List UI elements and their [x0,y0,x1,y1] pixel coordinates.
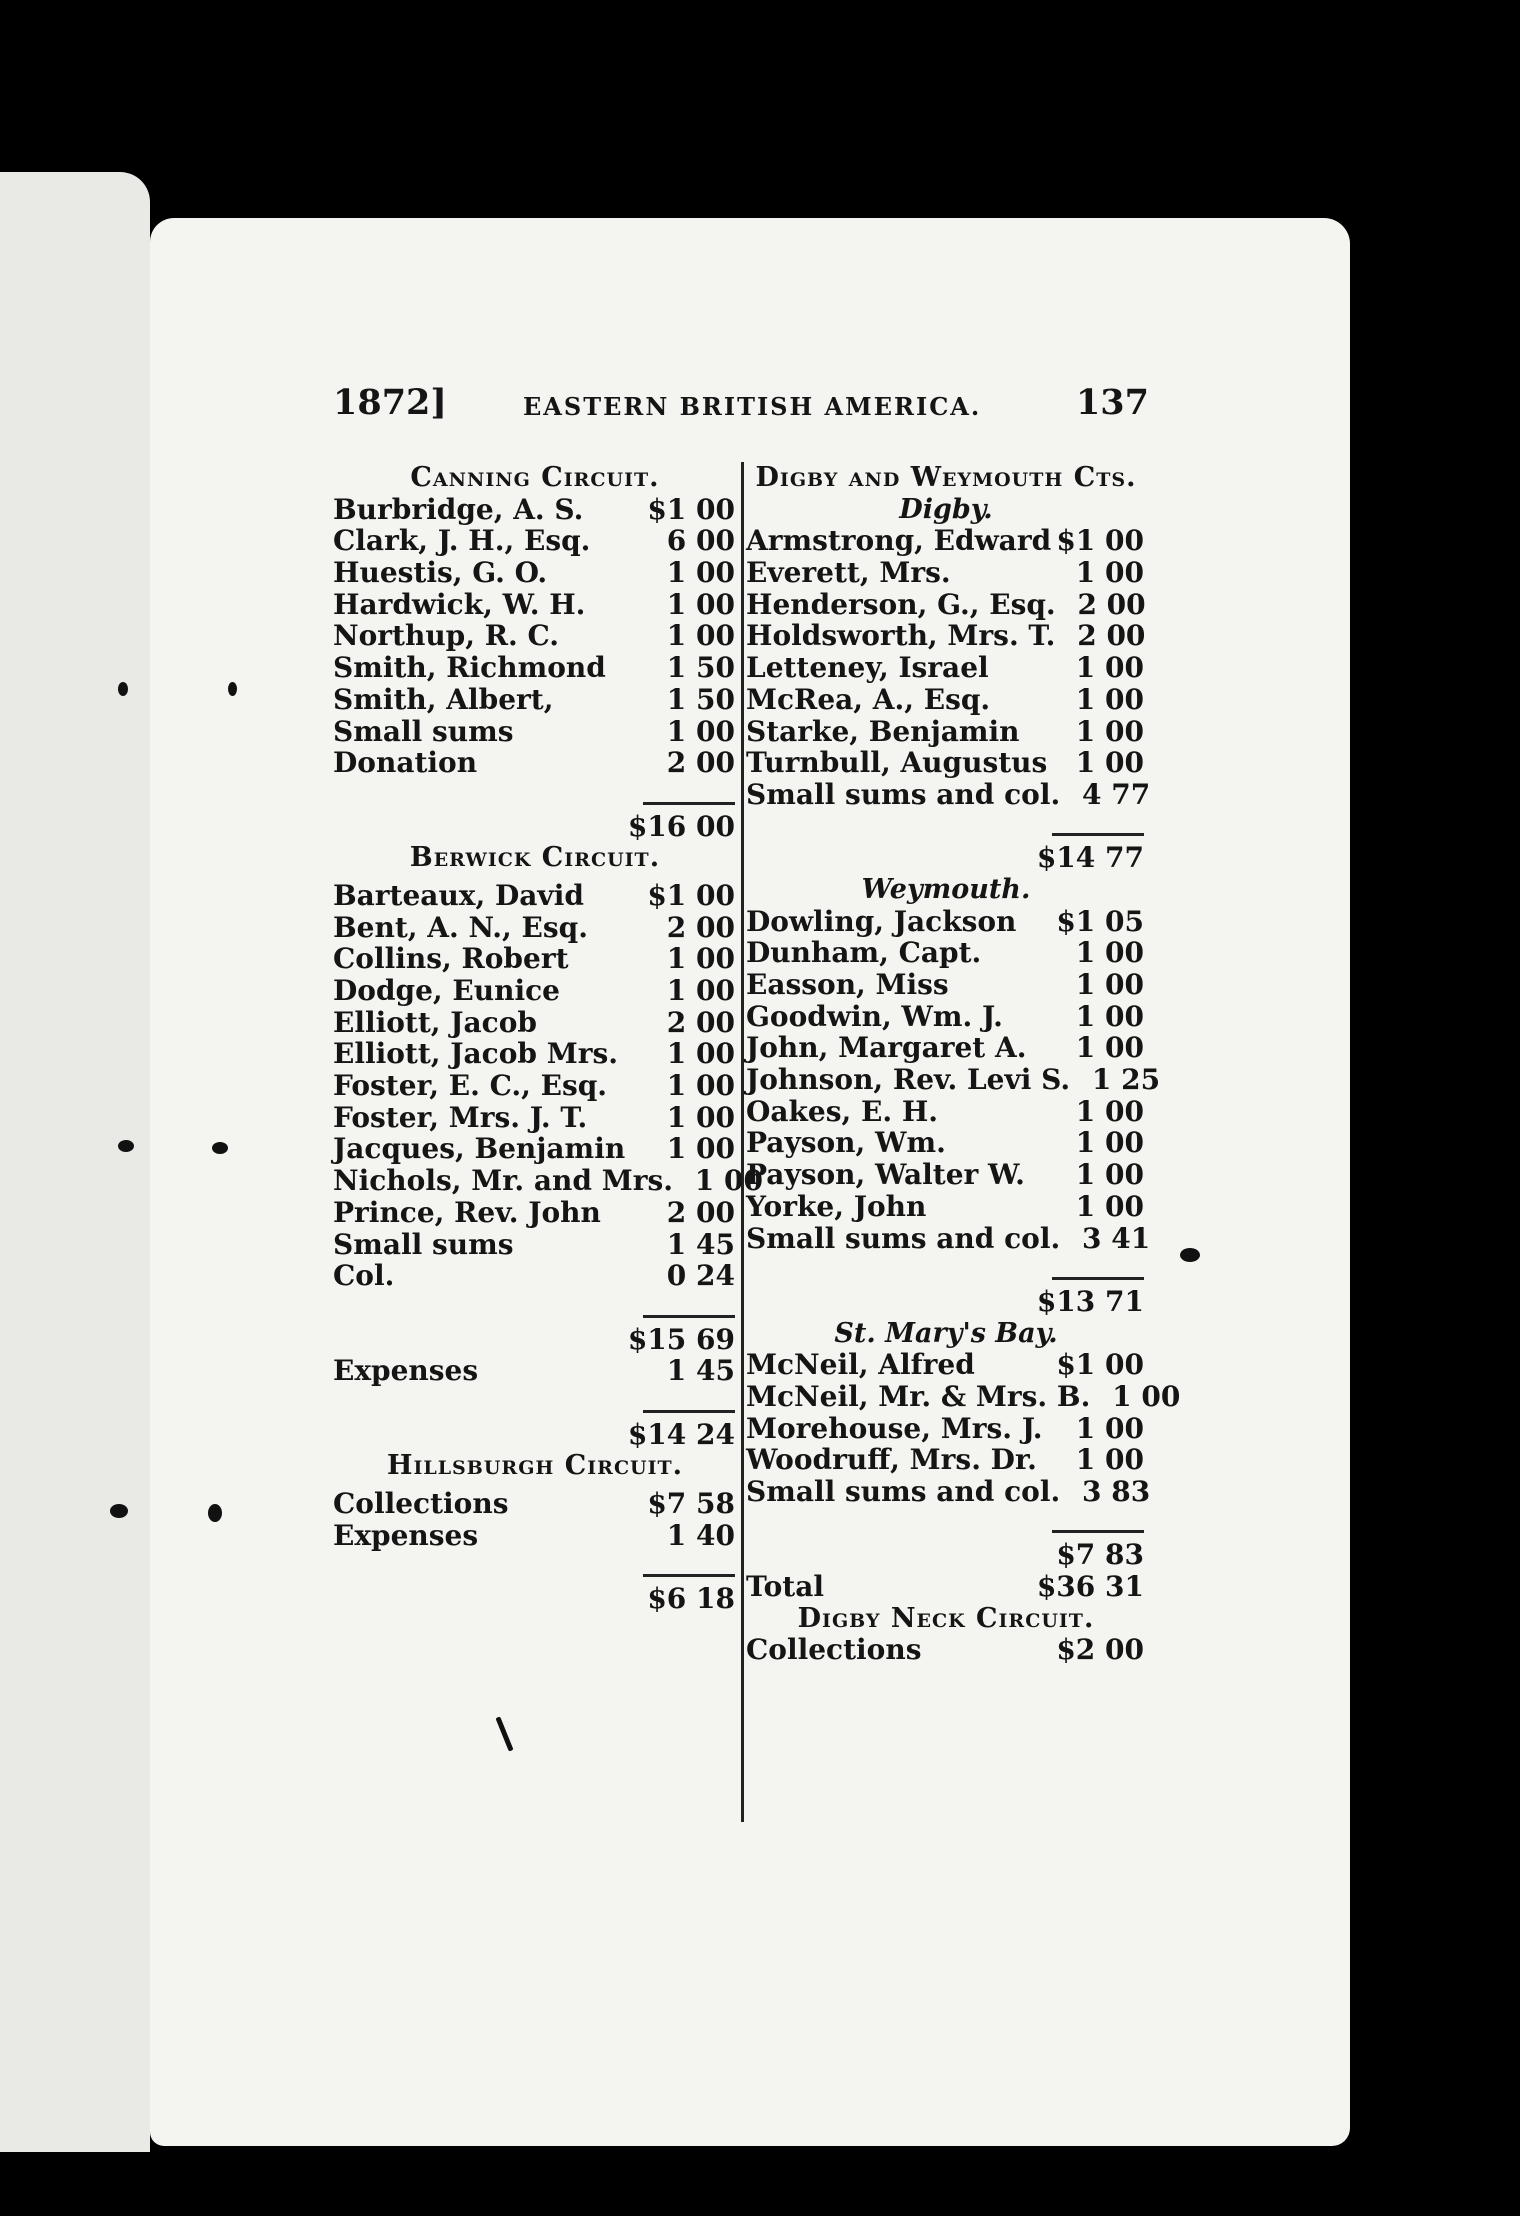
digby-list [746,524,1151,811]
donor-name: John, Margaret A. [746,1031,1027,1065]
donation-amount: 4 77 [1082,777,1151,811]
list-item [333,589,737,621]
donation-amount: 1 00 [1075,936,1144,970]
donor-name: Johnson, Rev. Levi S. [746,1063,1071,1097]
list-item [746,1159,1146,1191]
list-item [333,1007,737,1039]
ink-speck [118,682,128,696]
donation-amount: 1 00 [1075,968,1144,1001]
list-item [333,1070,737,1102]
list-item [333,1488,737,1520]
header-title: EASTERN BRITISH AMERICA. [523,392,982,421]
donation-amount: 1 00 [1075,1158,1144,1192]
sum-rule-row [746,1508,1146,1540]
donation-amount: 2 00 [666,1195,735,1229]
page-number: 137 [1075,382,1149,423]
donation-amount: $1 00 [647,492,735,526]
donor-name: Collections [333,1487,509,1520]
weymouth-list [746,904,1161,1255]
list-item [333,912,737,944]
donation-amount: $1 05 [1056,904,1144,938]
right-column [746,462,1181,1667]
list-item [746,1221,1151,1255]
donation-amount: 1 00 [1075,1031,1144,1065]
weymouth-total-row [746,1286,1146,1318]
list-item [333,1260,737,1292]
column-divider [741,462,744,1822]
list-item [333,1520,737,1552]
list-item [333,652,737,684]
list-item [333,494,737,526]
donation-amount: 1 40 [666,1518,735,1552]
donation-amount: 1 00 [1075,556,1144,590]
running-header [333,382,1149,434]
donation-amount: 1 45 [666,1227,735,1261]
donor-name: Elliott, Jacob [333,1005,537,1039]
sum-rule [643,802,735,805]
list-item [333,1102,737,1134]
st-marys-bay-total-row [746,1539,1146,1571]
donation-amount: 1 50 [666,682,735,716]
list-item [746,652,1146,684]
weymouth-total: $13 71 [1036,1284,1144,1318]
list-item [333,975,737,1007]
donation-amount: 1 00 [666,1069,735,1103]
list-item [333,716,737,748]
section-title-digby-weymouth: Digby and Weymouth Cts. [755,462,1137,493]
berwick-subtotal: $15 69 [627,1322,735,1356]
list-item [746,1379,1181,1413]
list-item [746,525,1146,557]
list-item [333,747,737,779]
sum-rule-row [333,779,737,811]
list-item [333,557,737,589]
donor-name: Hardwick, W. H. [333,587,586,621]
list-item [746,684,1146,716]
donor-name: Dowling, Jackson [746,904,1017,938]
donation-amount: 1 00 [1075,1411,1144,1445]
hillsburgh-total-row [333,1583,737,1615]
list-item [746,716,1146,748]
list-item [746,1096,1146,1128]
donation-amount: 1 00 [1075,651,1144,685]
list-item [746,589,1146,621]
donor-name: Collins, Robert [333,942,569,976]
canning-total-row [333,811,737,843]
donor-name: Small sums and col. [746,777,1061,811]
donation-amount: $7 58 [647,1487,735,1520]
hillsburgh-total: $6 18 [647,1582,735,1616]
donor-name: Donation [333,746,478,780]
ink-speck [118,1140,134,1152]
list-item [333,880,737,912]
donation-amount: 2 00 [666,746,735,780]
donation-amount: 1 25 [1091,1063,1161,1097]
donation-amount: $1 00 [1056,524,1144,558]
list-item [333,525,737,557]
subtitle-st-marys-bay: St. Mary's Bay. [834,1317,1058,1349]
sum-rule-row [333,1551,737,1583]
section-title-hillsburgh: Hillsburgh Circuit. [386,1450,684,1482]
list-item [333,1133,737,1165]
donor-name: Holdsworth, Mrs. T. [746,619,1056,653]
donation-amount: 1 00 [1075,682,1144,716]
donor-name: Small sums and col. [746,1221,1061,1255]
donor-name: McRea, A., Esq. [746,682,991,716]
donor-name: Yorke, John [746,1189,927,1223]
section-title-canning: Canning Circuit. [410,462,660,493]
donation-amount: 1 00 [666,587,735,621]
donor-name: Small sums [333,1227,514,1261]
grand-total-row [746,1571,1146,1603]
list-item [746,1127,1146,1159]
berwick-expenses-row [333,1355,737,1387]
donor-name: Payson, Walter W. [746,1158,1025,1192]
donation-amount: 1 00 [666,942,735,976]
ink-speck [208,1504,222,1522]
donor-name: Turnbull, Augustus [746,746,1048,780]
berwick-expenses: 1 45 [666,1354,735,1388]
list-item [746,557,1146,589]
donor-name: Col. [333,1259,395,1293]
ink-speck [110,1504,128,1518]
list-item [746,777,1151,811]
donor-name: McNeil, Mr. & Mrs. B. [746,1379,1091,1413]
digby-total-row [746,842,1146,874]
list-item [333,1038,737,1070]
donor-name: Foster, Mrs. J. T. [333,1100,588,1134]
ink-speck [1180,1248,1200,1262]
donor-name: Woodruff, Mrs. Dr. [746,1443,1037,1477]
donor-name: Small sums [333,714,514,748]
donation-amount: 6 00 [666,524,735,558]
donor-name: Foster, E. C., Esq. [333,1069,608,1103]
donation-amount: 1 00 [1075,1094,1144,1128]
sum-rule-row [333,1292,737,1324]
list-item [746,747,1146,779]
donation-amount: 1 00 [694,1164,763,1198]
sum-rule-row [746,811,1146,843]
list-item [746,1349,1146,1381]
hillsburgh-list [333,1488,737,1551]
donor-name: Starke, Benjamin [746,714,1020,748]
sum-rule [643,1574,735,1577]
list-item [333,943,737,975]
sum-rule-row [746,1254,1146,1286]
donor-name: Barteaux, David [333,878,584,912]
donor-name: Nichols, Mr. and Mrs. [333,1164,673,1198]
list-item [746,1001,1146,1033]
list-item [746,1634,1146,1666]
st-marys-bay-total: $7 83 [1056,1538,1144,1572]
sum-rule-row [333,1387,737,1419]
donor-name: Burbridge, A. S. [333,492,584,526]
list-item [746,937,1146,969]
list-item [746,1191,1146,1223]
donation-amount: $2 00 [1056,1633,1144,1667]
berwick-subtotal-row [333,1324,737,1356]
donation-amount: 1 00 [666,1132,735,1166]
donation-amount: 1 00 [1075,1126,1144,1160]
donor-name: Morehouse, Mrs. J. [746,1411,1043,1445]
donation-amount: $1 00 [647,878,735,912]
donor-name: Clark, J. H., Esq. [333,524,591,558]
list-item [746,906,1146,938]
underlying-page-edge [0,172,150,2152]
donor-name: Smith, Richmond [333,651,606,685]
donation-amount: 3 41 [1082,1221,1151,1255]
donation-amount: 1 00 [666,1100,735,1134]
donor-name: Prince, Rev. John [333,1195,601,1229]
donation-amount: 1 00 [666,1037,735,1071]
donation-amount: 1 00 [1075,1443,1144,1477]
donor-name: Everett, Mrs. [746,556,951,590]
ink-speck [228,682,237,696]
sum-rule [643,1410,735,1413]
donation-amount: 1 00 [1075,746,1144,780]
grand-total-label: Total [746,1570,825,1604]
digby-neck-list [746,1634,1146,1666]
donor-name: Henderson, G., Esq. [746,587,1056,621]
list-item [746,969,1146,1001]
donor-name: Smith, Albert, [333,682,554,716]
donor-name: Expenses [333,1518,479,1552]
list-item [746,1413,1146,1445]
donor-name: Dodge, Eunice [333,974,560,1007]
list-item [333,1197,737,1229]
donation-amount: 2 00 [666,1005,735,1039]
donation-amount: 1 00 [1075,1189,1144,1223]
donor-name: Elliott, Jacob Mrs. [333,1037,618,1071]
list-item [746,1063,1161,1097]
sum-rule [1052,1530,1144,1533]
donation-amount: $1 00 [1056,1348,1144,1382]
ink-speck [212,1142,228,1154]
donor-name: Collections [746,1633,922,1667]
donation-amount: 2 00 [1077,619,1146,653]
grand-total: $36 31 [1036,1570,1144,1604]
donor-name: Payson, Wm. [746,1126,946,1160]
donor-name: McNeil, Alfred [746,1348,975,1382]
subtitle-weymouth: Weymouth. [861,873,1031,905]
donation-amount: 1 00 [666,556,735,590]
canning-total: $16 00 [627,809,735,843]
header-year: 1872] [333,382,447,423]
donor-name: Jacques, Benjamin [333,1132,626,1166]
donation-amount: 1 00 [666,974,735,1007]
donation-amount: 1 00 [1112,1379,1181,1413]
donation-amount: 2 00 [666,910,735,944]
digby-total: $14 77 [1036,841,1144,875]
list-item [333,1164,763,1198]
donor-name: Northup, R. C. [333,619,560,653]
berwick-total: $14 24 [627,1417,735,1451]
left-column [333,462,763,1616]
section-title-digby-neck: Digby Neck Circuit. [797,1602,1095,1634]
donation-amount: 3 83 [1082,1475,1151,1508]
berwick-list [333,878,763,1293]
donation-amount: 0 24 [666,1259,735,1293]
donor-name: Goodwin, Wm. J. [746,999,1003,1033]
donation-amount: 1 00 [666,619,735,653]
donation-amount: 1 00 [666,714,735,748]
list-item [746,620,1146,652]
list-item [746,1032,1146,1064]
donor-name: Letteney, Israel [746,651,989,685]
donor-name: Small sums and col. [746,1475,1061,1508]
donor-name: Dunham, Capt. [746,936,982,970]
list-item [333,1229,737,1261]
sum-rule [1052,1277,1144,1280]
canning-list [333,494,737,779]
donation-amount: 1 00 [1075,714,1144,748]
donor-name: Oakes, E. H. [746,1094,939,1128]
donor-name: Bent, A. N., Esq. [333,910,588,944]
donation-amount: 1 00 [1075,999,1144,1033]
berwick-expenses-label: Expenses [333,1354,479,1388]
sum-rule [1052,833,1144,836]
list-item [333,620,737,652]
section-title-berwick: Berwick Circuit. [409,842,661,874]
sum-rule [643,1315,735,1318]
st-marys-bay-list [746,1348,1181,1508]
list-item [746,1475,1151,1508]
subtitle-digby: Digby. [899,493,993,525]
donor-name: Huestis, G. O. [333,556,548,590]
donor-name: Easson, Miss [746,968,949,1001]
list-item [333,684,737,716]
donation-amount: 1 50 [666,651,735,685]
donor-name: Armstrong, Edward [746,524,1052,558]
donation-amount: 2 00 [1077,587,1146,621]
list-item [746,1444,1146,1476]
berwick-total-row [333,1419,737,1451]
